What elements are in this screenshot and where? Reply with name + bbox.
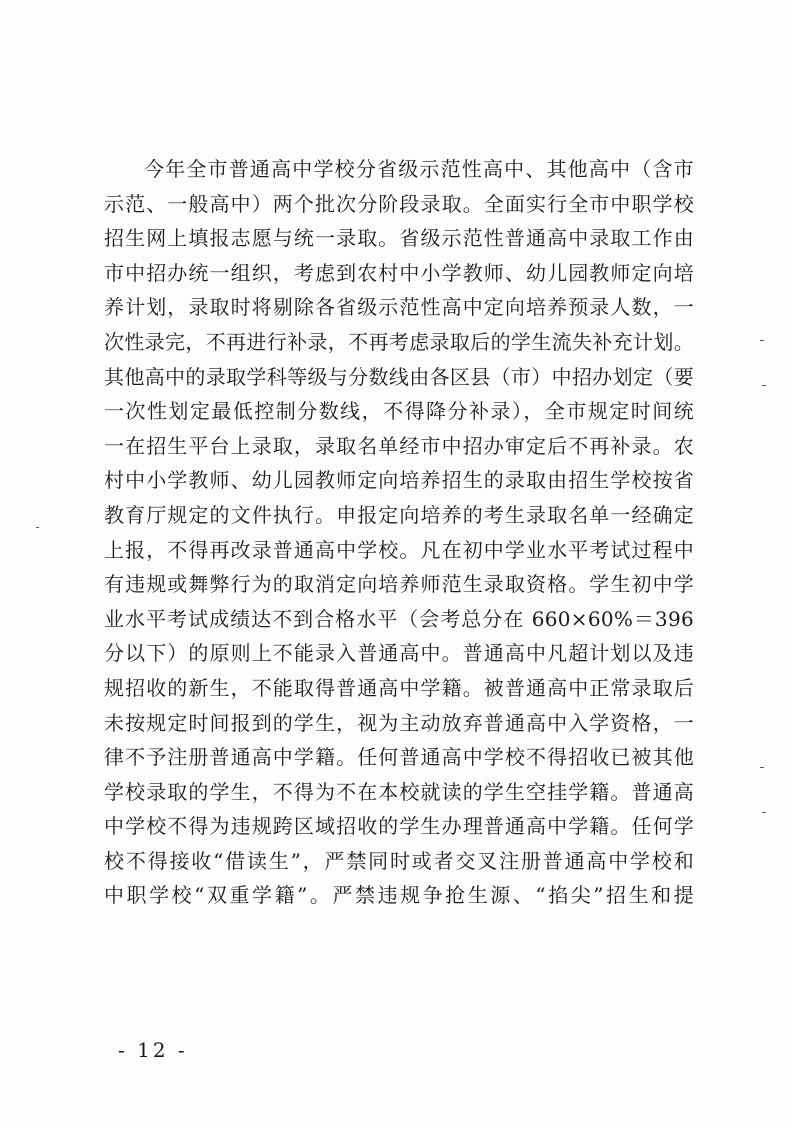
text-line: 村中小学教师、幼儿园教师定向培养招生的录取由招生学校按省 [104, 468, 694, 493]
text-line: 分以下）的原则上不能录入普通高中。普通高中凡超计划以及违 [104, 641, 694, 666]
text-line: 未按规定时间报到的学生，视为主动放弃普通高中入学资格，一 [104, 710, 694, 735]
text-line: 业水平考试成绩达不到合格水平（会考总分在 660×60%＝396 [104, 606, 694, 631]
text-line: 上报，不得再改录普通高中学校。凡在初中学业水平考试过程中 [104, 537, 694, 562]
text-line: 市中招办统一组织，考虑到农村中小学教师、幼儿园教师定向培 [104, 260, 694, 285]
text-line: 一次性划定最低控制分数线，不得降分补录），全市规定时间统 [104, 399, 694, 424]
page-number: - 12 - [118, 1038, 188, 1062]
text-line: 养计划，录取时将剔除各省级示范性高中定向培养预录人数，一 [104, 295, 694, 320]
text-line: 中学校不得为违规跨区域招收的学生办理普通高中学籍。任何学 [104, 814, 694, 839]
text-line: 今年全市普通高中学校分省级示范性高中、其他高中（含市 [144, 157, 694, 181]
text-line: 中职学校“双重学籍”。严禁违规争抢生源、“掐尖”招生和提 [104, 883, 694, 908]
text-line: 律不予注册普通高中学籍。任何普通高中学校不得招收已被其他 [104, 745, 694, 770]
text-line: 招生网上填报志愿与统一录取。省级示范性普通高中录取工作由 [104, 226, 694, 251]
body-paragraph [104, 152, 694, 913]
text-line: 次性录完，不再进行补录，不再考虑录取后的学生流失补充计划。 [104, 329, 694, 354]
text-line: 其他高中的录取学科等级与分数线由各区县（市）中招办划定（要 [104, 364, 694, 389]
text-line: 有违规或舞弊行为的取消定向培养师范生录取资格。学生初中学 [104, 572, 694, 597]
scan-mark [760, 767, 764, 768]
text-line: 教育厅规定的文件执行。申报定向培养的考生录取名单一经确定 [104, 502, 694, 527]
scan-mark [762, 812, 766, 813]
text-line: 学校录取的学生，不得为不在本校就读的学生空挂学籍。普通高 [104, 779, 694, 804]
scan-mark [760, 340, 764, 341]
text-line: 示范、一般高中）两个批次分阶段录取。全面实行全市中职学校 [104, 191, 694, 216]
scan-mark [762, 385, 766, 386]
text-line: 一在招生平台上录取，录取名单经市中招办审定后不再补录。农 [104, 433, 694, 458]
text-line: 规招收的新生，不能取得普通高中学籍。被普通高中正常录取后 [104, 675, 694, 700]
text-line: 校不得接收“借读生”，严禁同时或者交叉注册普通高中学校和 [104, 848, 694, 873]
scan-mark [36, 527, 39, 528]
